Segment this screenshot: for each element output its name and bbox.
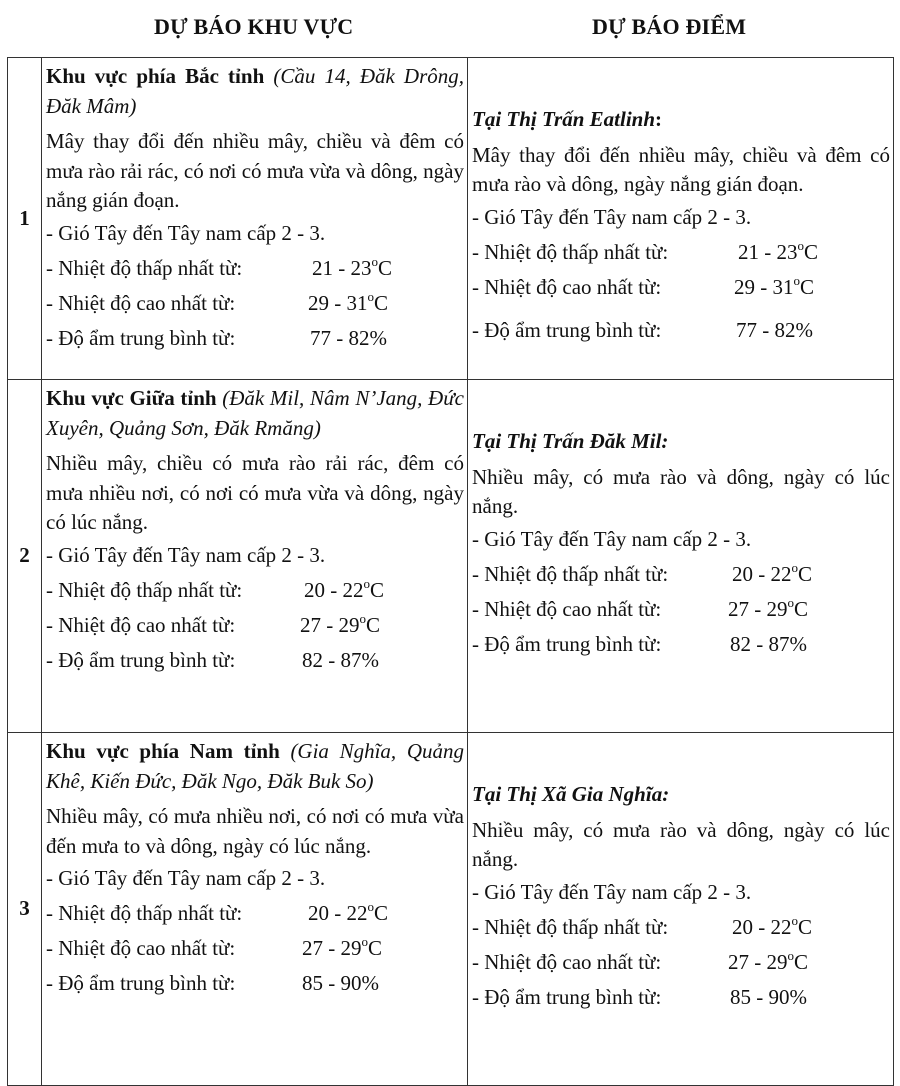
- area-title: [46, 384, 464, 443]
- area-title: [46, 62, 464, 121]
- table-row: [8, 733, 894, 1086]
- wind-line: - Gió Tây đến Tây nam cấp 2 - 3.: [46, 542, 326, 567]
- humidity-value: 77 - 82%: [736, 317, 813, 342]
- wind-line: - Gió Tây đến Tây nam cấp 2 - 3.: [472, 526, 752, 551]
- humidity-line: - Độ ẩm trung bình từ: 77 - 82%: [472, 313, 890, 348]
- max-temp-line: - Nhiệt độ cao nhất từ: 27 - 29$^o$C: [46, 934, 383, 960]
- point-title: [472, 427, 890, 457]
- max-temp-value: 27 - 29: [728, 949, 788, 974]
- point-forecast-cell: [468, 380, 894, 733]
- table-row: [8, 58, 894, 380]
- humidity-line: - Độ ẩm trung bình từ: 82 - 87%: [46, 643, 464, 678]
- area-places: (Đăk Mil, Nâm N’Jang, Đức Xuyên, Quảng Sơn, Đăk Rmăng): [46, 386, 464, 440]
- humidity-line: - Độ ẩm trung bình từ: 85 - 90%: [472, 980, 890, 1015]
- humidity-value: 82 - 87%: [730, 631, 807, 656]
- humidity-value: 77 - 82%: [310, 325, 387, 350]
- wind-line: - Gió Tây đến Tây nam cấp 2 - 3.: [472, 204, 752, 229]
- wind-line: - Gió Tây đến Tây nam cấp 2 - 3.: [46, 220, 326, 245]
- wind-line: - Gió Tây đến Tây nam cấp 2 - 3.: [472, 879, 752, 904]
- point-description: Nhiều mây, có mưa rào và dông, ngày có lúc nắng.: [472, 817, 890, 871]
- area-places: (Cầu 14, Đăk Drông, Đăk Mâm): [46, 64, 464, 118]
- area-forecast-cell: [42, 733, 468, 1086]
- area-description: Mây thay đổi đến nhiều mây, chiều và đêm có mưa rào rải rác, có nơi có mưa vừa và dông, ngày nắng gián đoạn.: [46, 129, 464, 212]
- max-temp-line: - Nhiệt độ cao nhất từ: 29 - 31$^o$C: [46, 288, 389, 315]
- point-forecast-cell: [468, 58, 894, 380]
- area-description: Nhiều mây, chiều có mưa rào rải rác, đêm có mưa nhiều nơi, có nơi có mưa vừa và dông, ngày có lúc nắng.: [46, 451, 464, 534]
- table-row: [8, 380, 894, 733]
- min-temp-value: 20 - 22: [732, 914, 792, 939]
- min-temp-line: - Nhiệt độ thấp nhất từ: 20 - 22$^o$C: [472, 912, 813, 939]
- min-temp-value: 21 - 23: [738, 239, 798, 264]
- min-temp-line: - Nhiệt độ thấp nhất từ: 20 - 22$^o$C: [46, 575, 385, 602]
- humidity-line: - Độ ẩm trung bình từ: 85 - 90%: [46, 966, 464, 1001]
- min-temp-value: 20 - 22: [308, 901, 368, 925]
- max-temp-value: 27 - 29: [300, 612, 360, 637]
- max-temp-value: 29 - 31: [308, 290, 368, 315]
- point-name: Tại Thị Trấn Đăk Mil:: [472, 429, 669, 453]
- max-temp-line: - Nhiệt độ cao nhất từ: 27 - 29$^o$C: [472, 947, 809, 974]
- row-number: 3: [8, 733, 42, 1086]
- forecast-table: [7, 57, 894, 1086]
- min-temp-value: 21 - 23: [312, 255, 372, 280]
- point-name: Tại Thị Xã Gia Nghĩa:: [472, 782, 670, 806]
- point-name: Tại Thị Trấn Eatlinh: [472, 107, 656, 131]
- point-title: [472, 780, 890, 810]
- area-forecast-heading: DỰ BÁO KHU VỰC: [154, 14, 354, 39]
- wind-line: - Gió Tây đến Tây nam cấp 2 - 3.: [46, 866, 326, 890]
- min-temp-line: - Nhiệt độ thấp nhất từ: 20 - 22$^o$C: [46, 899, 389, 925]
- point-forecast-heading: DỰ BÁO ĐIỂM: [592, 14, 747, 39]
- humidity-value: 82 - 87%: [302, 647, 379, 672]
- max-temp-line: - Nhiệt độ cao nhất từ: 27 - 29$^o$C: [46, 610, 381, 637]
- area-name: Khu vực Giữa tỉnh: [46, 386, 217, 410]
- humidity-line: - Độ ẩm trung bình từ: 82 - 87%: [472, 627, 890, 662]
- area-name: Khu vực phía Nam tỉnh: [46, 739, 280, 763]
- area-forecast-cell: [42, 58, 468, 380]
- min-temp-value: 20 - 22: [304, 577, 364, 602]
- min-temp-line: - Nhiệt độ thấp nhất từ: 21 - 23$^o$C: [472, 237, 819, 264]
- area-places: (Gia Nghĩa, Quảng Khê, Kiến Đức, Đăk Ngo, Đăk Buk So): [46, 739, 464, 793]
- min-temp-value: 20 - 22: [732, 561, 792, 586]
- point-description: Nhiều mây, có mưa rào và dông, ngày có lúc nắng.: [472, 464, 890, 518]
- row-number: 1: [8, 58, 42, 380]
- area-description: Nhiều mây, có mưa nhiều nơi, có nơi có mưa vừa đến mưa to và dông, ngày có lúc nắng.: [46, 804, 464, 858]
- humidity-line: - Độ ẩm trung bình từ: 77 - 82%: [46, 321, 464, 356]
- point-description: Mây thay đổi đến nhiều mây, chiều và đêm có mưa rào và dông, ngày nắng gián đoạn.: [472, 142, 890, 196]
- row-number: 2: [8, 380, 42, 733]
- max-temp-value: 27 - 29: [728, 596, 788, 621]
- min-temp-line: - Nhiệt độ thấp nhất từ: 21 - 23$^o$C: [46, 253, 393, 280]
- area-title: [46, 737, 464, 796]
- area-name: Khu vực phía Bắc tỉnh: [46, 64, 265, 88]
- max-temp-line: - Nhiệt độ cao nhất từ: 29 - 31$^o$C: [472, 272, 815, 299]
- point-title: Tại Thị Trấn Eatlinh:: [472, 107, 663, 131]
- max-temp-value: 29 - 31: [734, 274, 794, 299]
- point-forecast-cell: [468, 733, 894, 1086]
- table-header: [0, 0, 900, 56]
- humidity-value: 85 - 90%: [730, 984, 807, 1009]
- max-temp-value: 27 - 29: [302, 936, 362, 960]
- max-temp-line: - Nhiệt độ cao nhất từ: 27 - 29$^o$C: [472, 594, 809, 621]
- humidity-value: 85 - 90%: [302, 971, 379, 995]
- min-temp-line: - Nhiệt độ thấp nhất từ: 20 - 22$^o$C: [472, 559, 813, 586]
- area-forecast-cell: [42, 380, 468, 733]
